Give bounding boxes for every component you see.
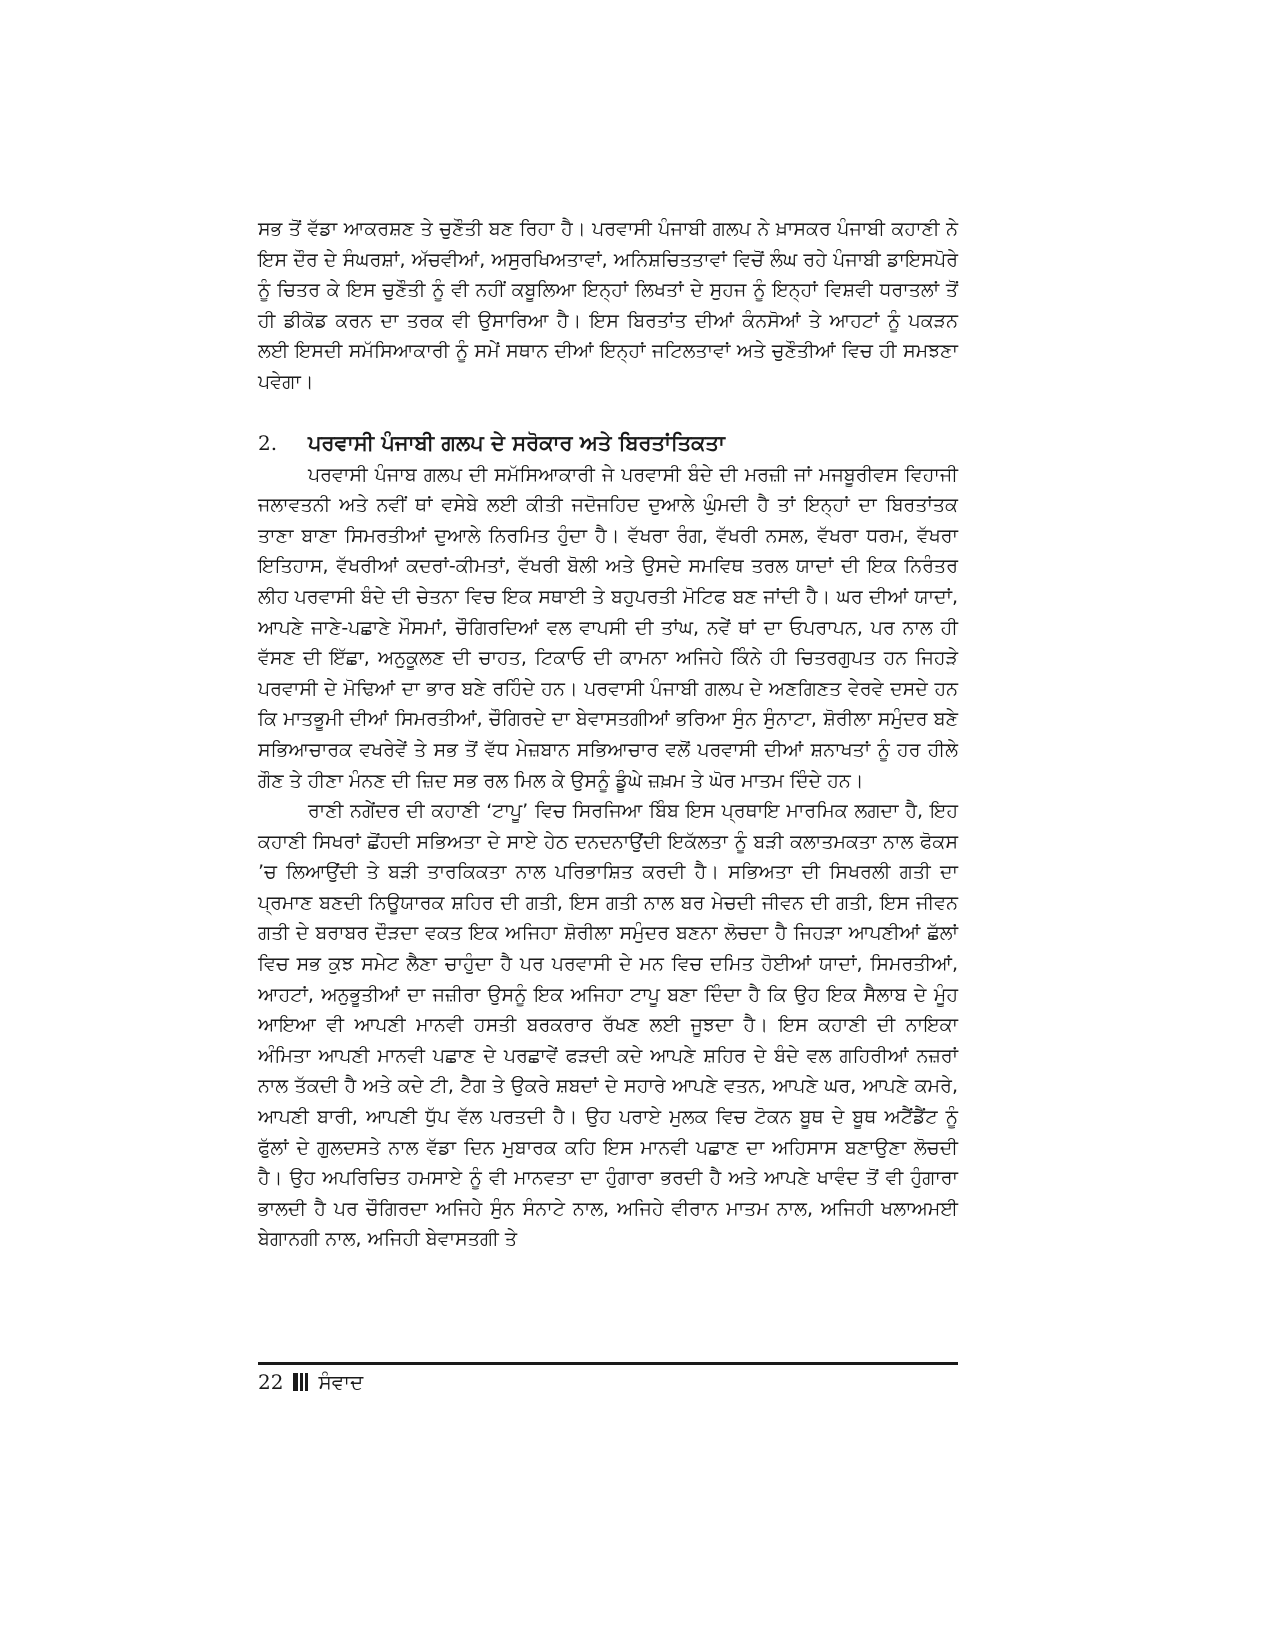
section-number: 2.	[258, 430, 278, 455]
page-body	[258, 214, 958, 1255]
section-title: ਪਰਵਾਸੀ ਪੰਜਾਬੀ ਗਲਪ ਦੇ ਸਰੋਕਾਰ ਅਤੇ ਬਿਰਤਾਂਤਿਕਤਾ	[308, 430, 725, 455]
journal-name: ਸੰਵਾਦ	[318, 1370, 364, 1394]
footer-rule	[258, 1362, 958, 1365]
page-number: 22	[258, 1370, 284, 1394]
paragraph-intro: ਸਭ ਤੋਂ ਵੱਡਾ ਆਕਰਸ਼ਣ ਤੇ ਚੁਣੌਤੀ ਬਣ ਰਿਹਾ ਹੈ। ਪਰਵਾਸੀ ਪੰਜਾਬੀ ਗਲਪ ਨੇ ਖ਼ਾਸਕਰ ਪੰਜਾਬੀ ਕਹਾਣੀ ਨੇ ਇਸ ਦੌਰ ਦੇ ਸੰਘਰਸ਼ਾਂ, ਅੱਚਵੀਆਂ, ਅਸੁਰਖਿਅਤਾਵਾਂ, ਅਨਿਸ਼ਚਿਤਤਾਵਾਂ ਵਿਚੋਂ ਲੰਘ ਰਹੇ ਪੰਜਾਬੀ ਡਾਇਸਪੋਰੇ ਨੂੰ ਚਿਤਰ ਕੇ ਇਸ ਚੁਣੌਤੀ ਨੂੰ ਵੀ ਨਹੀਂ ਕਬੂਲਿਆ ਇਨ੍ਹਾਂ ਲਿਖਤਾਂ ਦੇ ਸੁਹਜ ਨੂੰ ਇਨ੍ਹਾਂ ਵਿਸ਼ਵੀ ਧਰਾਤਲਾਂ ਤੋਂ ਹੀ ਡੀਕੋਡ ਕਰਨ ਦਾ ਤਰਕ ਵੀ ਉਸਾਰਿਆ ਹੈ। ਇਸ ਬਿਰਤਾਂਤ ਦੀਆਂ ਕੰਨਸੋਆਂ ਤੇ ਆਹਟਾਂ ਨੂੰ ਪਕੜਨ ਲਈ ਇਸਦੀ ਸਮੱਸਿਆਕਾਰੀ ਨੂੰ ਸਮੇਂ ਸਥਾਨ ਦੀਆਂ ਇਨ੍ਹਾਂ ਜਟਿਲਤਾਵਾਂ ਅਤੇ ਚੁਣੌਤੀਆਂ ਵਿਚ ਹੀ ਸਮਝਣਾ ਪਵੇਗਾ।	[258, 218, 958, 393]
triple-bar-icon	[293, 1373, 308, 1391]
page-footer	[258, 1370, 363, 1394]
paragraph-section-1: ਪਰਵਾਸੀ ਪੰਜਾਬ ਗਲਪ ਦੀ ਸਮੱਸਿਆਕਾਰੀ ਜੇ ਪਰਵਾਸੀ ਬੰਦੇ ਦੀ ਮਰਜ਼ੀ ਜਾਂ ਮਜਬੂਰੀਵਸ ਵਿਹਾਜੀ ਜਲਾਵਤਨੀ ਅਤੇ ਨਵੀਂ ਥਾਂ ਵਸੇਬੇ ਲਈ ਕੀਤੀ ਜਦੋਜਹਿਦ ਦੁਆਲੇ ਘੁੰਮਦੀ ਹੈ ਤਾਂ ਇਨ੍ਹਾਂ ਦਾ ਬਿਰਤਾਂਤਕ ਤਾਣਾ ਬਾਣਾ ਸਿਮਰਤੀਆਂ ਦੁਆਲੇ ਨਿਰਮਿਤ ਹੁੰਦਾ ਹੈ। ਵੱਖਰਾ ਰੰਗ, ਵੱਖਰੀ ਨਸਲ, ਵੱਖਰਾ ਧਰਮ, ਵੱਖਰਾ ਇਤਿਹਾਸ, ਵੱਖਰੀਆਂ ਕਦਰਾਂ-ਕੀਮਤਾਂ, ਵੱਖਰੀ ਬੋਲੀ ਅਤੇ ਉਸਦੇ ਸਮਵਿਥ ਤਰਲ ਯਾਦਾਂ ਦੀ ਇਕ ਨਿਰੰਤਰ ਲੀਹ ਪਰਵਾਸੀ ਬੰਦੇ ਦੀ ਚੇਤਨਾ ਵਿਚ ਇਕ ਸਥਾਈ ਤੇ ਬਹੁਪਰਤੀ ਮੋਟਿਫ ਬਣ ਜਾਂਦੀ ਹੈ। ਘਰ ਦੀਆਂ ਯਾਦਾਂ, ਆਪਣੇ ਜਾਣੇ-ਪਛਾਣੇ ਮੌਸਮਾਂ, ਚੌਗਿਰਦਿਆਂ ਵਲ ਵਾਪਸੀ ਦੀ ਤਾਂਘ, ਨਵੇਂ ਥਾਂ ਦਾ ਓਪਰਾਪਨ, ਪਰ ਨਾਲ ਹੀ ਵੱਸਣ ਦੀ ਇੱਛਾ, ਅਨੁਕੂਲਣ ਦੀ ਚਾਹਤ, ਟਿਕਾਓ ਦੀ ਕਾਮਨਾ ਅਜਿਹੇ ਕਿੰਨੇ ਹੀ ਚਿਤਰਗੁਪਤ ਹਨ ਜਿਹੜੇ ਪਰਵਾਸੀ ਦੇ ਮੋਢਿਆਂ ਦਾ ਭਾਰ ਬਣੇ ਰਹਿੰਦੇ ਹਨ। ਪਰਵਾਸੀ ਪੰਜਾਬੀ ਗਲਪ ਦੇ ਅਣਗਿਣਤ ਵੇਰਵੇ ਦਸਦੇ ਹਨ ਕਿ ਮਾਤਭੂਮੀ ਦੀਆਂ ਸਿਮਰਤੀਆਂ, ਚੌਗਿਰਦੇ ਦਾ ਬੇਵਾਸਤਗੀਆਂ ਭਰਿਆ ਸੁੰਨ ਸੁੰਨਾਟਾ, ਸ਼ੋਰੀਲਾ ਸਮੁੰਦਰ ਬਣੇ ਸਭਿਆਚਾਰਕ ਵਖਰੇਵੇਂ ਤੇ ਸਭ ਤੋਂ ਵੱਧ ਮੇਜ਼ਬਾਨ ਸਭਿਆਚਾਰ ਵਲੋਂ ਪਰਵਾਸੀ ਦੀਆਂ ਸ਼ਨਾਖਤਾਂ ਨੂੰ ਹਰ ਹੀਲੇ ਗੌਣ ਤੇ ਹੀਣਾ ਮੰਨਣ ਦੀ ਜ਼ਿਦ ਸਭ ਰਲ ਮਿਲ ਕੇ ਉਸਨੂੰ ਡੂੰਘੇ ਜ਼ਖ਼ਮ ਤੇ ਘੋਰ ਮਾਤਮ ਦਿੰਦੇ ਹਨ।	[258, 463, 958, 792]
paragraph-section-2: ਰਾਣੀ ਨਗੇਂਦਰ ਦੀ ਕਹਾਣੀ ‘ਟਾਪੂ’ ਵਿਚ ਸਿਰਜਿਆ ਬਿੰਬ ਇਸ ਪ੍ਰਥਾਇ ਮਾਰਮਿਕ ਲਗਦਾ ਹੈ, ਇਹ ਕਹਾਣੀ ਸਿਖਰਾਂ ਛੋਂਹਦੀ ਸਭਿਅਤਾ ਦੇ ਸਾਏ ਹੇਠ ਦਨਦਨਾਉਂਦੀ ਇਕੱਲਤਾ ਨੂੰ ਬੜੀ ਕਲਾਤਮਕਤਾ ਨਾਲ ਫੋਕਸ ’ਚ ਲਿਆਉਂਦੀ ਤੇ ਬੜੀ ਤਾਰਕਿਕਤਾ ਨਾਲ ਪਰਿਭਾਸ਼ਿਤ ਕਰਦੀ ਹੈ। ਸਭਿਅਤਾ ਦੀ ਸਿਖਰਲੀ ਗਤੀ ਦਾ ਪ੍ਰਮਾਣ ਬਣਦੀ ਨਿਊਯਾਰਕ ਸ਼ਹਿਰ ਦੀ ਗਤੀ, ਇਸ ਗਤੀ ਨਾਲ ਬਰ ਮੇਚਦੀ ਜੀਵਨ ਦੀ ਗਤੀ, ਇਸ ਜੀਵਨ ਗਤੀ ਦੇ ਬਰਾਬਰ ਦੌੜਦਾ ਵਕਤ ਇਕ ਅਜਿਹਾ ਸ਼ੋਰੀਲਾ ਸਮੁੰਦਰ ਬਣਨਾ ਲੋਚਦਾ ਹੈ ਜਿਹੜਾ ਆਪਣੀਆਂ ਛੱਲਾਂ ਵਿਚ ਸਭ ਕੁਝ ਸਮੇਟ ਲੈਣਾ ਚਾਹੁੰਦਾ ਹੈ ਪਰ ਪਰਵਾਸੀ ਦੇ ਮਨ ਵਿਚ ਦਮਿਤ ਹੋਈਆਂ ਯਾਦਾਂ, ਸਿਮਰਤੀਆਂ, ਆਹਟਾਂ, ਅਨੁਭੂਤੀਆਂ ਦਾ ਜਜ਼ੀਰਾ ਉਸਨੂੰ ਇਕ ਅਜਿਹਾ ਟਾਪੂ ਬਣਾ ਦਿੰਦਾ ਹੈ ਕਿ ਉਹ ਇਕ ਸੈਲਾਬ ਦੇ ਮੂੰਹ ਆਇਆ ਵੀ ਆਪਣੀ ਮਾਨਵੀ ਹਸਤੀ ਬਰਕਰਾਰ ਰੱਖਣ ਲਈ ਜੂਝਦਾ ਹੈ। ਇਸ ਕਹਾਣੀ ਦੀ ਨਾਇਕਾ ਅੰਮਿਤਾ ਆਪਣੀ ਮਾਨਵੀ ਪਛਾਣ ਦੇ ਪਰਛਾਵੇਂ ਫੜਦੀ ਕਦੇ ਆਪਣੇ ਸ਼ਹਿਰ ਦੇ ਬੰਦੇ ਵਲ ਗਹਿਰੀਆਂ ਨਜ਼ਰਾਂ ਨਾਲ ਤੱਕਦੀ ਹੈ ਅਤੇ ਕਦੇ ਟੀ, ਟੈਗ ਤੇ ਉਕਰੇ ਸ਼ਬਦਾਂ ਦੇ ਸਹਾਰੇ ਆਪਣੇ ਵਤਨ, ਆਪਣੇ ਘਰ, ਆਪਣੇ ਕਮਰੇ, ਆਪਣੀ ਬਾਰੀ, ਆਪਣੀ ਧੁੱਪ ਵੱਲ ਪਰਤਦੀ ਹੈ। ਉਹ ਪਰਾਏ ਮੁਲਕ ਵਿਚ ਟੋਕਨ ਬੂਥ ਦੇ ਬੂਥ ਅਟੈਂਡੈਂਟ ਨੂੰ ਫੁੱਲਾਂ ਦੇ ਗੁਲਦਸਤੇ ਨਾਲ ਵੱਡਾ ਦਿਨ ਮੁਬਾਰਕ ਕਹਿ ਇਸ ਮਾਨਵੀ ਪਛਾਣ ਦਾ ਅਹਿਸਾਸ ਬਣਾਉਣਾ ਲੋਚਦੀ ਹੈ। ਉਹ ਅਪਰਿਚਿਤ ਹਮਸਾਏ ਨੂੰ ਵੀ ਮਾਨਵਤਾ ਦਾ ਹੁੰਗਾਰਾ ਭਰਦੀ ਹੈ ਅਤੇ ਆਪਣੇ ਖਾਵੰਦ ਤੋਂ ਵੀ ਹੁੰਗਾਰਾ ਭਾਲਦੀ ਹੈ ਪਰ ਚੌਗਿਰਦਾ ਅਜਿਹੇ ਸੁੰਨ ਸੰਨਾਟੇ ਨਾਲ, ਅਜਿਹੇ ਵੀਰਾਨ ਮਾਤਮ ਨਾਲ, ਅਜਿਹੀ ਖਲਾਅਮਈ ਬੇਗਾਨਗੀ ਨਾਲ, ਅਜਿਹੀ ਬੇਵਾਸਤਗੀ ਤੇ	[258, 800, 958, 1251]
section-heading	[258, 428, 958, 458]
